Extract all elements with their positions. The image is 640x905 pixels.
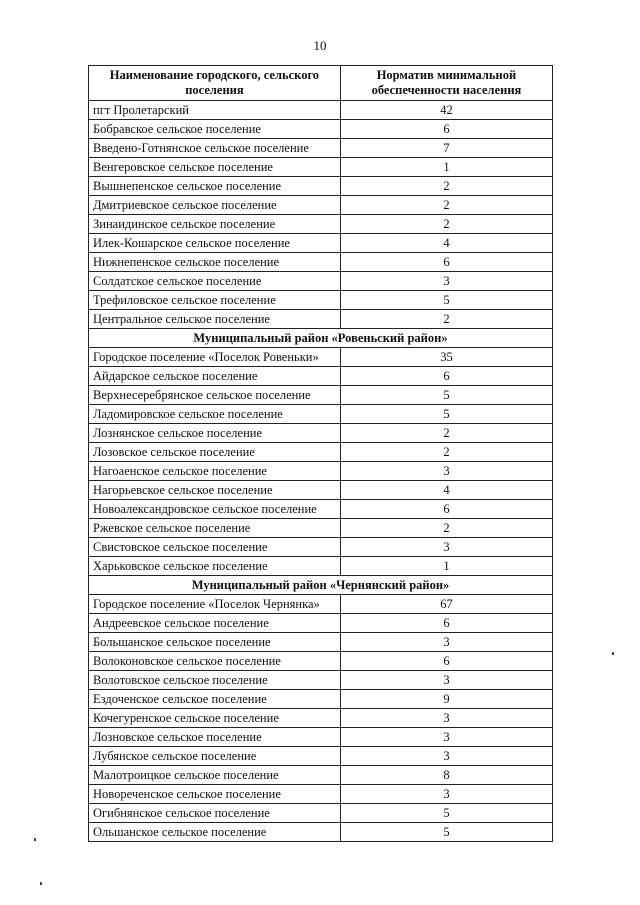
settlement-name: Ржевское сельское поселение xyxy=(89,519,341,538)
settlement-name: Городское поселение «Поселок Чернянка» xyxy=(89,595,341,614)
table-row xyxy=(89,538,553,557)
norm-value: 6 xyxy=(340,652,552,671)
settlement-name: Верхнесеребрянское сельское поселение xyxy=(89,386,341,405)
table-row xyxy=(89,139,553,158)
norm-value: 5 xyxy=(340,386,552,405)
table-row xyxy=(89,443,553,462)
norm-value: 3 xyxy=(340,747,552,766)
norm-value: 3 xyxy=(340,728,552,747)
settlement-name: Венгеровское сельское поселение xyxy=(89,158,341,177)
settlement-name: Волоконовское сельское поселение xyxy=(89,652,341,671)
table-row xyxy=(89,519,553,538)
table-row xyxy=(89,120,553,139)
norm-value: 2 xyxy=(340,519,552,538)
table-row xyxy=(89,405,553,424)
norm-value: 6 xyxy=(340,367,552,386)
settlement-name: пгт Пролетарский xyxy=(89,101,341,120)
table-row xyxy=(89,424,553,443)
norm-value: 2 xyxy=(340,443,552,462)
table-row xyxy=(89,215,553,234)
norm-value: 6 xyxy=(340,120,552,139)
norms-table xyxy=(88,65,553,842)
settlement-name: Лознянское сельское поселение xyxy=(89,424,341,443)
table-row xyxy=(89,177,553,196)
norm-value: 8 xyxy=(340,766,552,785)
settlement-name: Волотовское сельское поселение xyxy=(89,671,341,690)
norm-value: 4 xyxy=(340,234,552,253)
settlement-name: Дмитриевское сельское поселение xyxy=(89,196,341,215)
settlement-name: Свистовское сельское поселение xyxy=(89,538,341,557)
norm-value: 1 xyxy=(340,557,552,576)
norm-value: 3 xyxy=(340,272,552,291)
settlement-name: Бобравское сельское поселение xyxy=(89,120,341,139)
settlement-name: Айдарское сельское поселение xyxy=(89,367,341,386)
norm-value: 2 xyxy=(340,177,552,196)
table-row xyxy=(89,481,553,500)
table-row xyxy=(89,633,553,652)
norm-value: 5 xyxy=(340,291,552,310)
norm-value: 2 xyxy=(340,424,552,443)
settlement-name: Нижнепенское сельское поселение xyxy=(89,253,341,272)
norm-value: 6 xyxy=(340,253,552,272)
table-row xyxy=(89,728,553,747)
table-row xyxy=(89,690,553,709)
norm-value: 35 xyxy=(340,348,552,367)
page-number: 10 xyxy=(313,38,327,53)
scan-speck xyxy=(40,882,42,885)
settlement-name: Новореченское сельское поселение xyxy=(89,785,341,804)
district-name: Муниципальный район «Чернянский район» xyxy=(89,576,553,595)
table-row xyxy=(89,310,553,329)
settlement-name: Ладомировское сельское поселение xyxy=(89,405,341,424)
table-row xyxy=(89,196,553,215)
norm-value: 7 xyxy=(340,139,552,158)
table-row xyxy=(89,367,553,386)
settlement-name: Зинаидинское сельское поселение xyxy=(89,215,341,234)
district-name: Муниципальный район «Ровеньский район» xyxy=(89,329,553,348)
table-header-row xyxy=(89,66,553,101)
settlement-name: Солдатское сельское поселение xyxy=(89,272,341,291)
settlement-name: Нагоаенское сельское поселение xyxy=(89,462,341,481)
norm-value: 42 xyxy=(340,101,552,120)
table-row xyxy=(89,348,553,367)
settlement-name: Лозновское сельское поселение xyxy=(89,728,341,747)
norm-value: 3 xyxy=(340,671,552,690)
norm-value: 2 xyxy=(340,196,552,215)
norm-value: 3 xyxy=(340,462,552,481)
settlement-name: Новоалександровское сельское поселение xyxy=(89,500,341,519)
settlement-name: Илек-Кошарское сельское поселение xyxy=(89,234,341,253)
scan-speck xyxy=(34,838,36,841)
settlement-name: Лубянское сельское поселение xyxy=(89,747,341,766)
settlement-name: Андреевское сельское поселение xyxy=(89,614,341,633)
settlement-name: Центральное сельское поселение xyxy=(89,310,341,329)
table-row xyxy=(89,804,553,823)
header-value-column: Норматив минимальной обеспеченности населения xyxy=(340,66,552,101)
settlement-name: Огибнянское сельское поселение xyxy=(89,804,341,823)
table-row xyxy=(89,101,553,120)
settlement-name: Нагорьевское сельское поселение xyxy=(89,481,341,500)
norm-value: 5 xyxy=(340,823,552,842)
norm-value: 4 xyxy=(340,481,552,500)
settlement-name: Городское поселение «Поселок Ровеньки» xyxy=(89,348,341,367)
table-row xyxy=(89,709,553,728)
norm-value: 9 xyxy=(340,690,552,709)
norm-value: 2 xyxy=(340,310,552,329)
settlement-name: Большанское сельское поселение xyxy=(89,633,341,652)
norm-value: 2 xyxy=(340,215,552,234)
settlement-name: Кочегуренское сельское поселение xyxy=(89,709,341,728)
norm-value: 3 xyxy=(340,538,552,557)
settlement-name: Вышнепенское сельское поселение xyxy=(89,177,341,196)
norm-value: 6 xyxy=(340,500,552,519)
settlement-name: Харьковское сельское поселение xyxy=(89,557,341,576)
table-row xyxy=(89,557,553,576)
table-row xyxy=(89,766,553,785)
table-row xyxy=(89,652,553,671)
scan-speck xyxy=(612,652,614,655)
settlement-name: Трефиловское сельское поселение xyxy=(89,291,341,310)
settlement-name: Лозовское сельское поселение xyxy=(89,443,341,462)
table-body xyxy=(89,101,553,842)
table-row xyxy=(89,823,553,842)
settlement-name: Ольшанское сельское поселение xyxy=(89,823,341,842)
table-row xyxy=(89,158,553,177)
norm-value: 6 xyxy=(340,614,552,633)
norm-value: 1 xyxy=(340,158,552,177)
district-header-row xyxy=(89,576,553,595)
table-row xyxy=(89,291,553,310)
settlement-name: Введено-Готнянское сельское поселение xyxy=(89,139,341,158)
table-row xyxy=(89,386,553,405)
table-row xyxy=(89,785,553,804)
settlement-name: Малотроицкое сельское поселение xyxy=(89,766,341,785)
table-row xyxy=(89,272,553,291)
norm-value: 3 xyxy=(340,785,552,804)
table-row xyxy=(89,253,553,272)
table-row xyxy=(89,747,553,766)
header-name-column: Наименование городского, сельского поселения xyxy=(89,66,341,101)
table-row xyxy=(89,462,553,481)
norm-value: 5 xyxy=(340,405,552,424)
norm-value: 3 xyxy=(340,709,552,728)
settlement-name: Ездоченское сельское поселение xyxy=(89,690,341,709)
norm-value: 3 xyxy=(340,633,552,652)
table-row xyxy=(89,614,553,633)
table-row xyxy=(89,234,553,253)
district-header-row xyxy=(89,329,553,348)
table-row xyxy=(89,595,553,614)
table-row xyxy=(89,500,553,519)
norm-value: 5 xyxy=(340,804,552,823)
table-row xyxy=(89,671,553,690)
norm-value: 67 xyxy=(340,595,552,614)
